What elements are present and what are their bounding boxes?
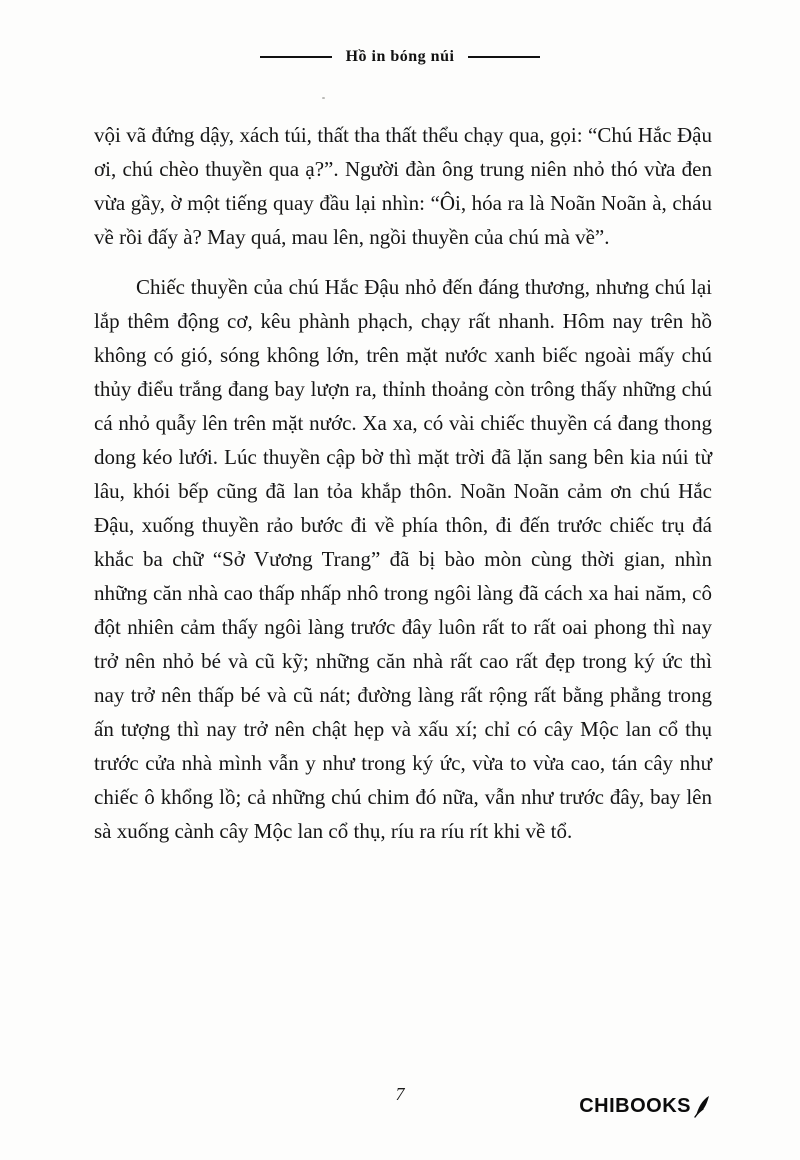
body-text: [94, 118, 712, 848]
running-head-title: Hồ in bóng núi: [345, 48, 455, 65]
paragraph: vội vã đứng dậy, xách túi, thất tha thất thểu chạy qua, gọi: “Chú Hắc Đậu ơi, chú chèo thuyền qua ạ?”. Người đàn ông trung niên nhỏ thó vừa đen vừa gầy, ờ một tiếng quay đầu lại nhìn: “Ôi, hóa ra là Noãn Noãn à, cháu về rồi đấy à? May quá, mau lên, ngồi thuyền của chú mà về”.: [94, 123, 712, 249]
header-rule-right: [468, 56, 540, 58]
chibooks-logo: [579, 1094, 712, 1118]
publisher-name: CHIBOOKS: [579, 1094, 691, 1117]
scan-artifact: [322, 97, 325, 99]
page-number: 7: [395, 1084, 405, 1104]
page-header: [0, 48, 800, 66]
page-footer: [0, 1084, 800, 1118]
paragraph: Chiếc thuyền của chú Hắc Đậu nhỏ đến đáng thương, nhưng chú lại lắp thêm động cơ, kêu phành phạch, chạy rất nhanh. Hôm nay trên hồ không có gió, sóng không lớn, trên mặt nước xanh biếc ngoài mấy chú thủy điểu trắng đang bay lượn ra, thỉnh thoảng còn trông thấy những chú cá nhỏ quẫy lên trên mặt nước. Xa xa, có vài chiếc thuyền cá đang thong dong kéo lưới. Lúc thuyền cập bờ thì mặt trời đã lặn sang bên kia núi từ lâu, khói bếp cũng đã lan tỏa khắp thôn. Noãn Noãn cảm ơn chú Hắc Đậu, xuống thuyền rảo bước đi về phía thôn, đi đến trước chiếc trụ đá khắc ba chữ “Sở Vương Trang” đã bị bào mòn cùng thời gian, nhìn những căn nhà cao thấp nhấp nhô trong ngôi làng đã cách xa hai năm, cô đột nhiên cảm thấy ngôi làng trước đây luôn rất to rất oai phong thì nay trở nên nhỏ bé và cũ kỹ; những căn nhà rất cao rất đẹp trong ký ức thì nay trở nên thấp bé và cũ nát; đường làng rất rộng rất bằng phẳng trong ấn tượng thì nay trở nên chật hẹp và xấu xí; chỉ có cây Mộc lan cổ thụ trước cửa nhà mình vẫn y như trong ký ức, vừa to vừa cao, tán cây như chiếc ô khổng lồ; cả những chú chim đó nữa, vẫn như trước đây, bay lên sà xuống cành cây Mộc lan cổ thụ, ríu ra ríu rít khi về tổ.: [94, 275, 712, 843]
leaf-icon: [692, 1094, 712, 1118]
header-rule-left: [260, 56, 332, 58]
